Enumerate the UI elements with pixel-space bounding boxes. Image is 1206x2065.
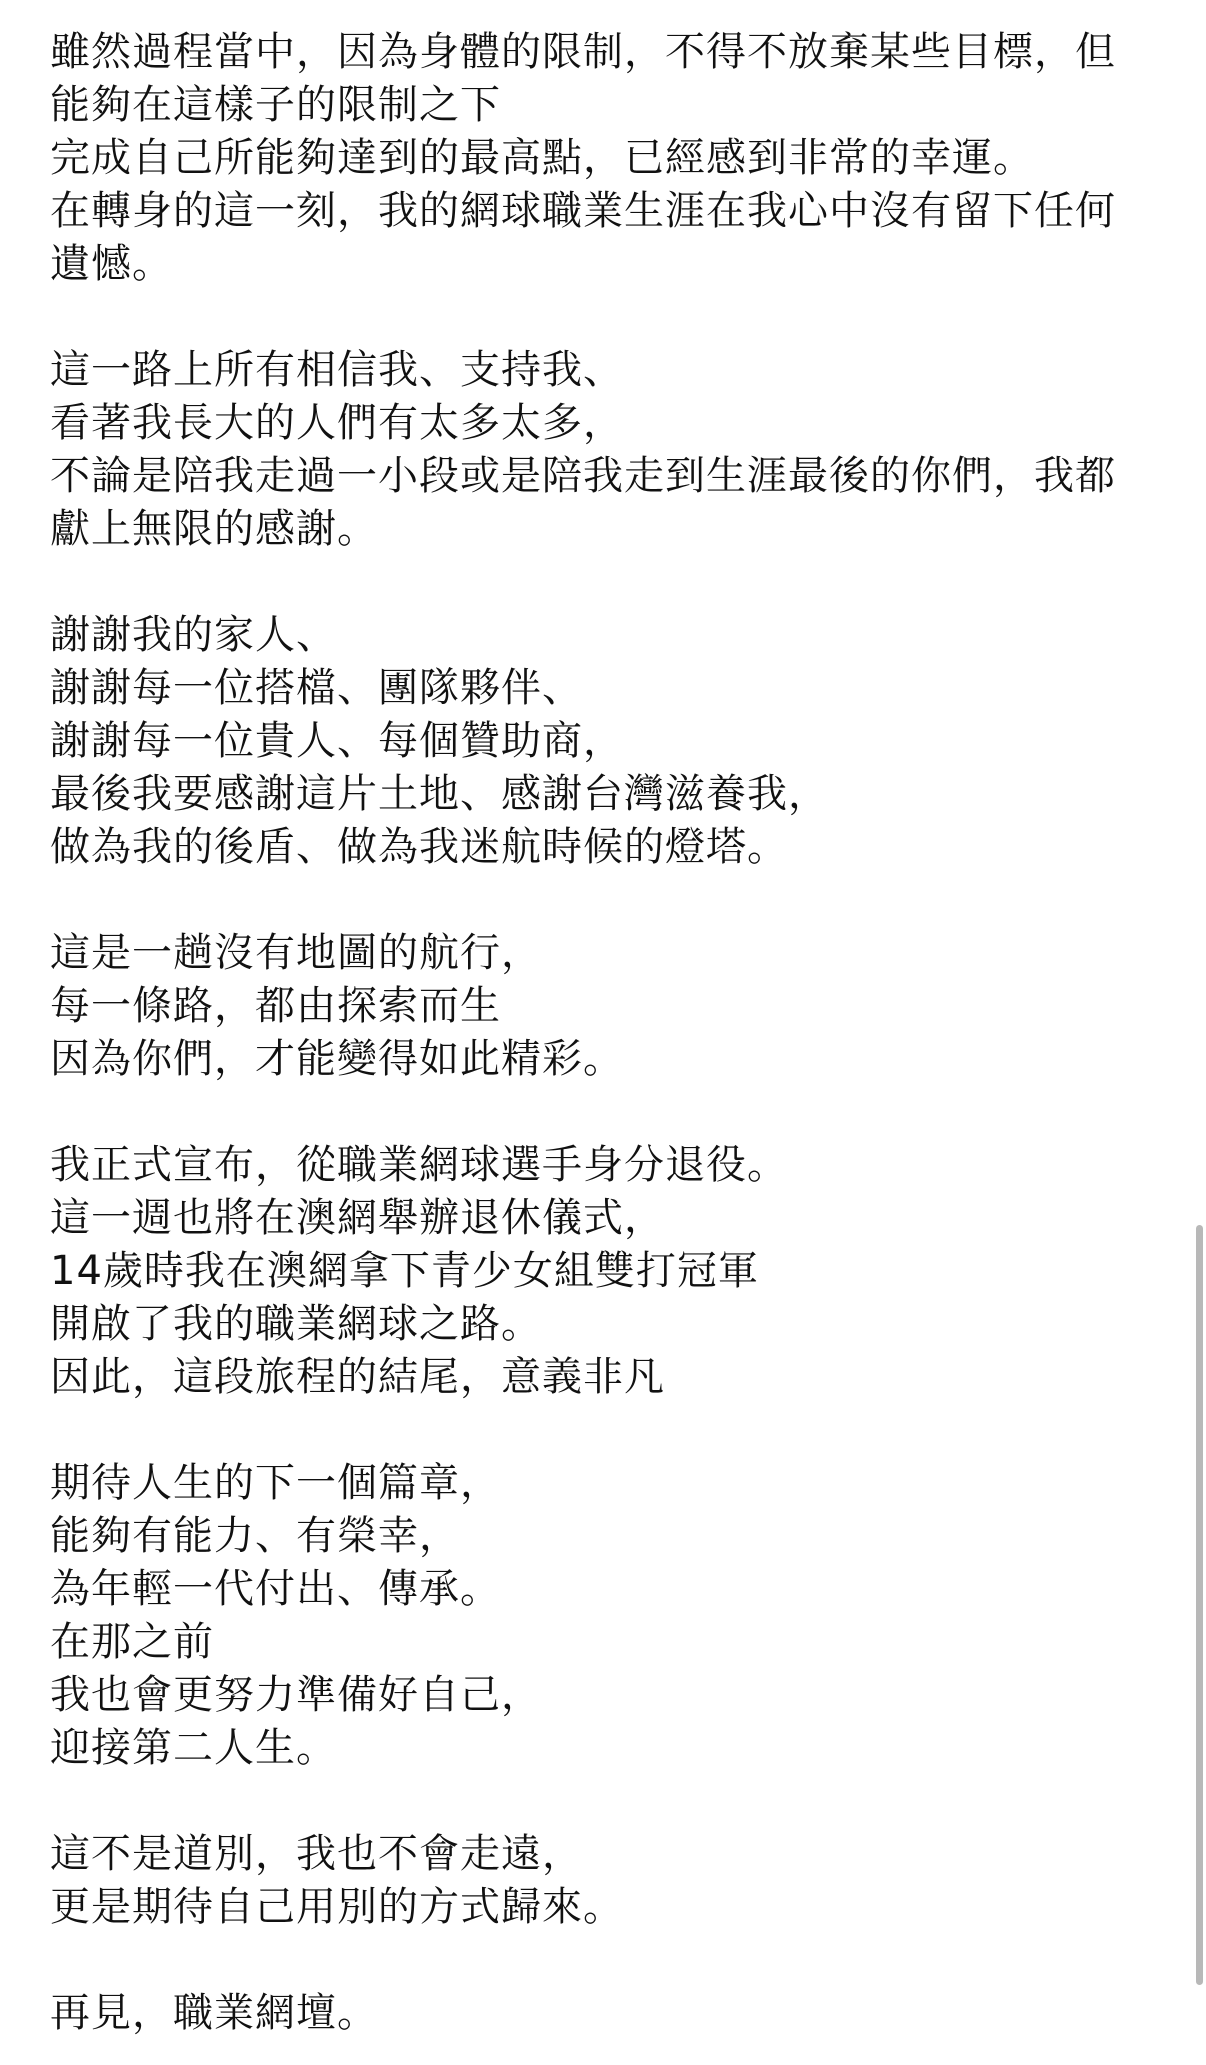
text-line: 雖然過程當中，因為身體的限制，不得不放棄某些目標，但 <box>50 29 1116 75</box>
vertical-scrollbar[interactable] <box>1192 0 1206 2065</box>
text-line: 因此，這段旅程的結尾，意義非凡 <box>50 1354 665 1400</box>
paragraph-8 <box>50 1987 1160 2040</box>
text-line: 遺憾。 <box>50 241 173 287</box>
paragraph-2 <box>50 344 1160 556</box>
text-line: 這一路上所有相信我、支持我、 <box>50 347 624 393</box>
text-line: 能夠有能力、有榮幸， <box>50 1513 460 1559</box>
text-line: 謝謝每一位搭檔、團隊夥伴、 <box>50 665 583 711</box>
text-line: 謝謝每一位貴人、每個贊助商， <box>50 718 624 764</box>
text-line: 期待人生的下一個篇章， <box>50 1460 501 1506</box>
text-line: 更是期待自己用別的方式歸來。 <box>50 1884 624 1930</box>
text-line: 因為你們，才能變得如此精彩。 <box>50 1036 624 1082</box>
text-line: 這一週也將在澳網舉辦退休儀式， <box>50 1195 665 1241</box>
text-line: 在轉身的這一刻，我的網球職業生涯在我心中沒有留下任何 <box>50 188 1116 234</box>
text-line: 再見，職業網壇。 <box>50 1990 378 2036</box>
text-line: 我正式宣布，從職業網球選手身分退役。 <box>50 1142 788 1188</box>
text-line: 開啟了我的職業網球之路。 <box>50 1301 542 1347</box>
text-line: 每一條路，都由探索而生 <box>50 983 501 1029</box>
text-line: 能夠在這樣子的限制之下 <box>50 82 501 128</box>
paragraph-3 <box>50 609 1160 874</box>
text-line: 在那之前 <box>50 1619 214 1665</box>
text-line: 我也會更努力準備好自己， <box>50 1672 542 1718</box>
text-line: 不論是陪我走過一小段或是陪我走到生涯最後的你們，我都 <box>50 453 1116 499</box>
text-line: 做為我的後盾、做為我迷航時候的燈塔。 <box>50 824 788 870</box>
text-line: 謝謝我的家人、 <box>50 612 337 658</box>
text-line: 這不是道別，我也不會走遠， <box>50 1831 583 1877</box>
paragraph-1 <box>50 26 1160 291</box>
text-line: 完成自己所能夠達到的最高點，已經感到非常的幸運。 <box>50 135 1034 181</box>
text-line: 這是一趟沒有地圖的航行， <box>50 930 542 976</box>
paragraph-7 <box>50 1828 1160 1934</box>
text-line: 為年輕一代付出、傳承。 <box>50 1566 501 1612</box>
paragraph-4 <box>50 927 1160 1086</box>
paragraph-6 <box>50 1457 1160 1775</box>
text-line: 迎接第二人生。 <box>50 1725 337 1771</box>
post-body <box>50 26 1160 2040</box>
text-line: 獻上無限的感謝。 <box>50 506 378 552</box>
scrollbar-thumb[interactable] <box>1196 1225 1203 1985</box>
text-line: 14歲時我在澳網拿下青少女組雙打冠軍 <box>50 1248 759 1294</box>
paragraph-5 <box>50 1139 1160 1404</box>
text-line: 看著我長大的人們有太多太多， <box>50 400 624 446</box>
text-line: 最後我要感謝這片土地、感謝台灣滋養我， <box>50 771 829 817</box>
